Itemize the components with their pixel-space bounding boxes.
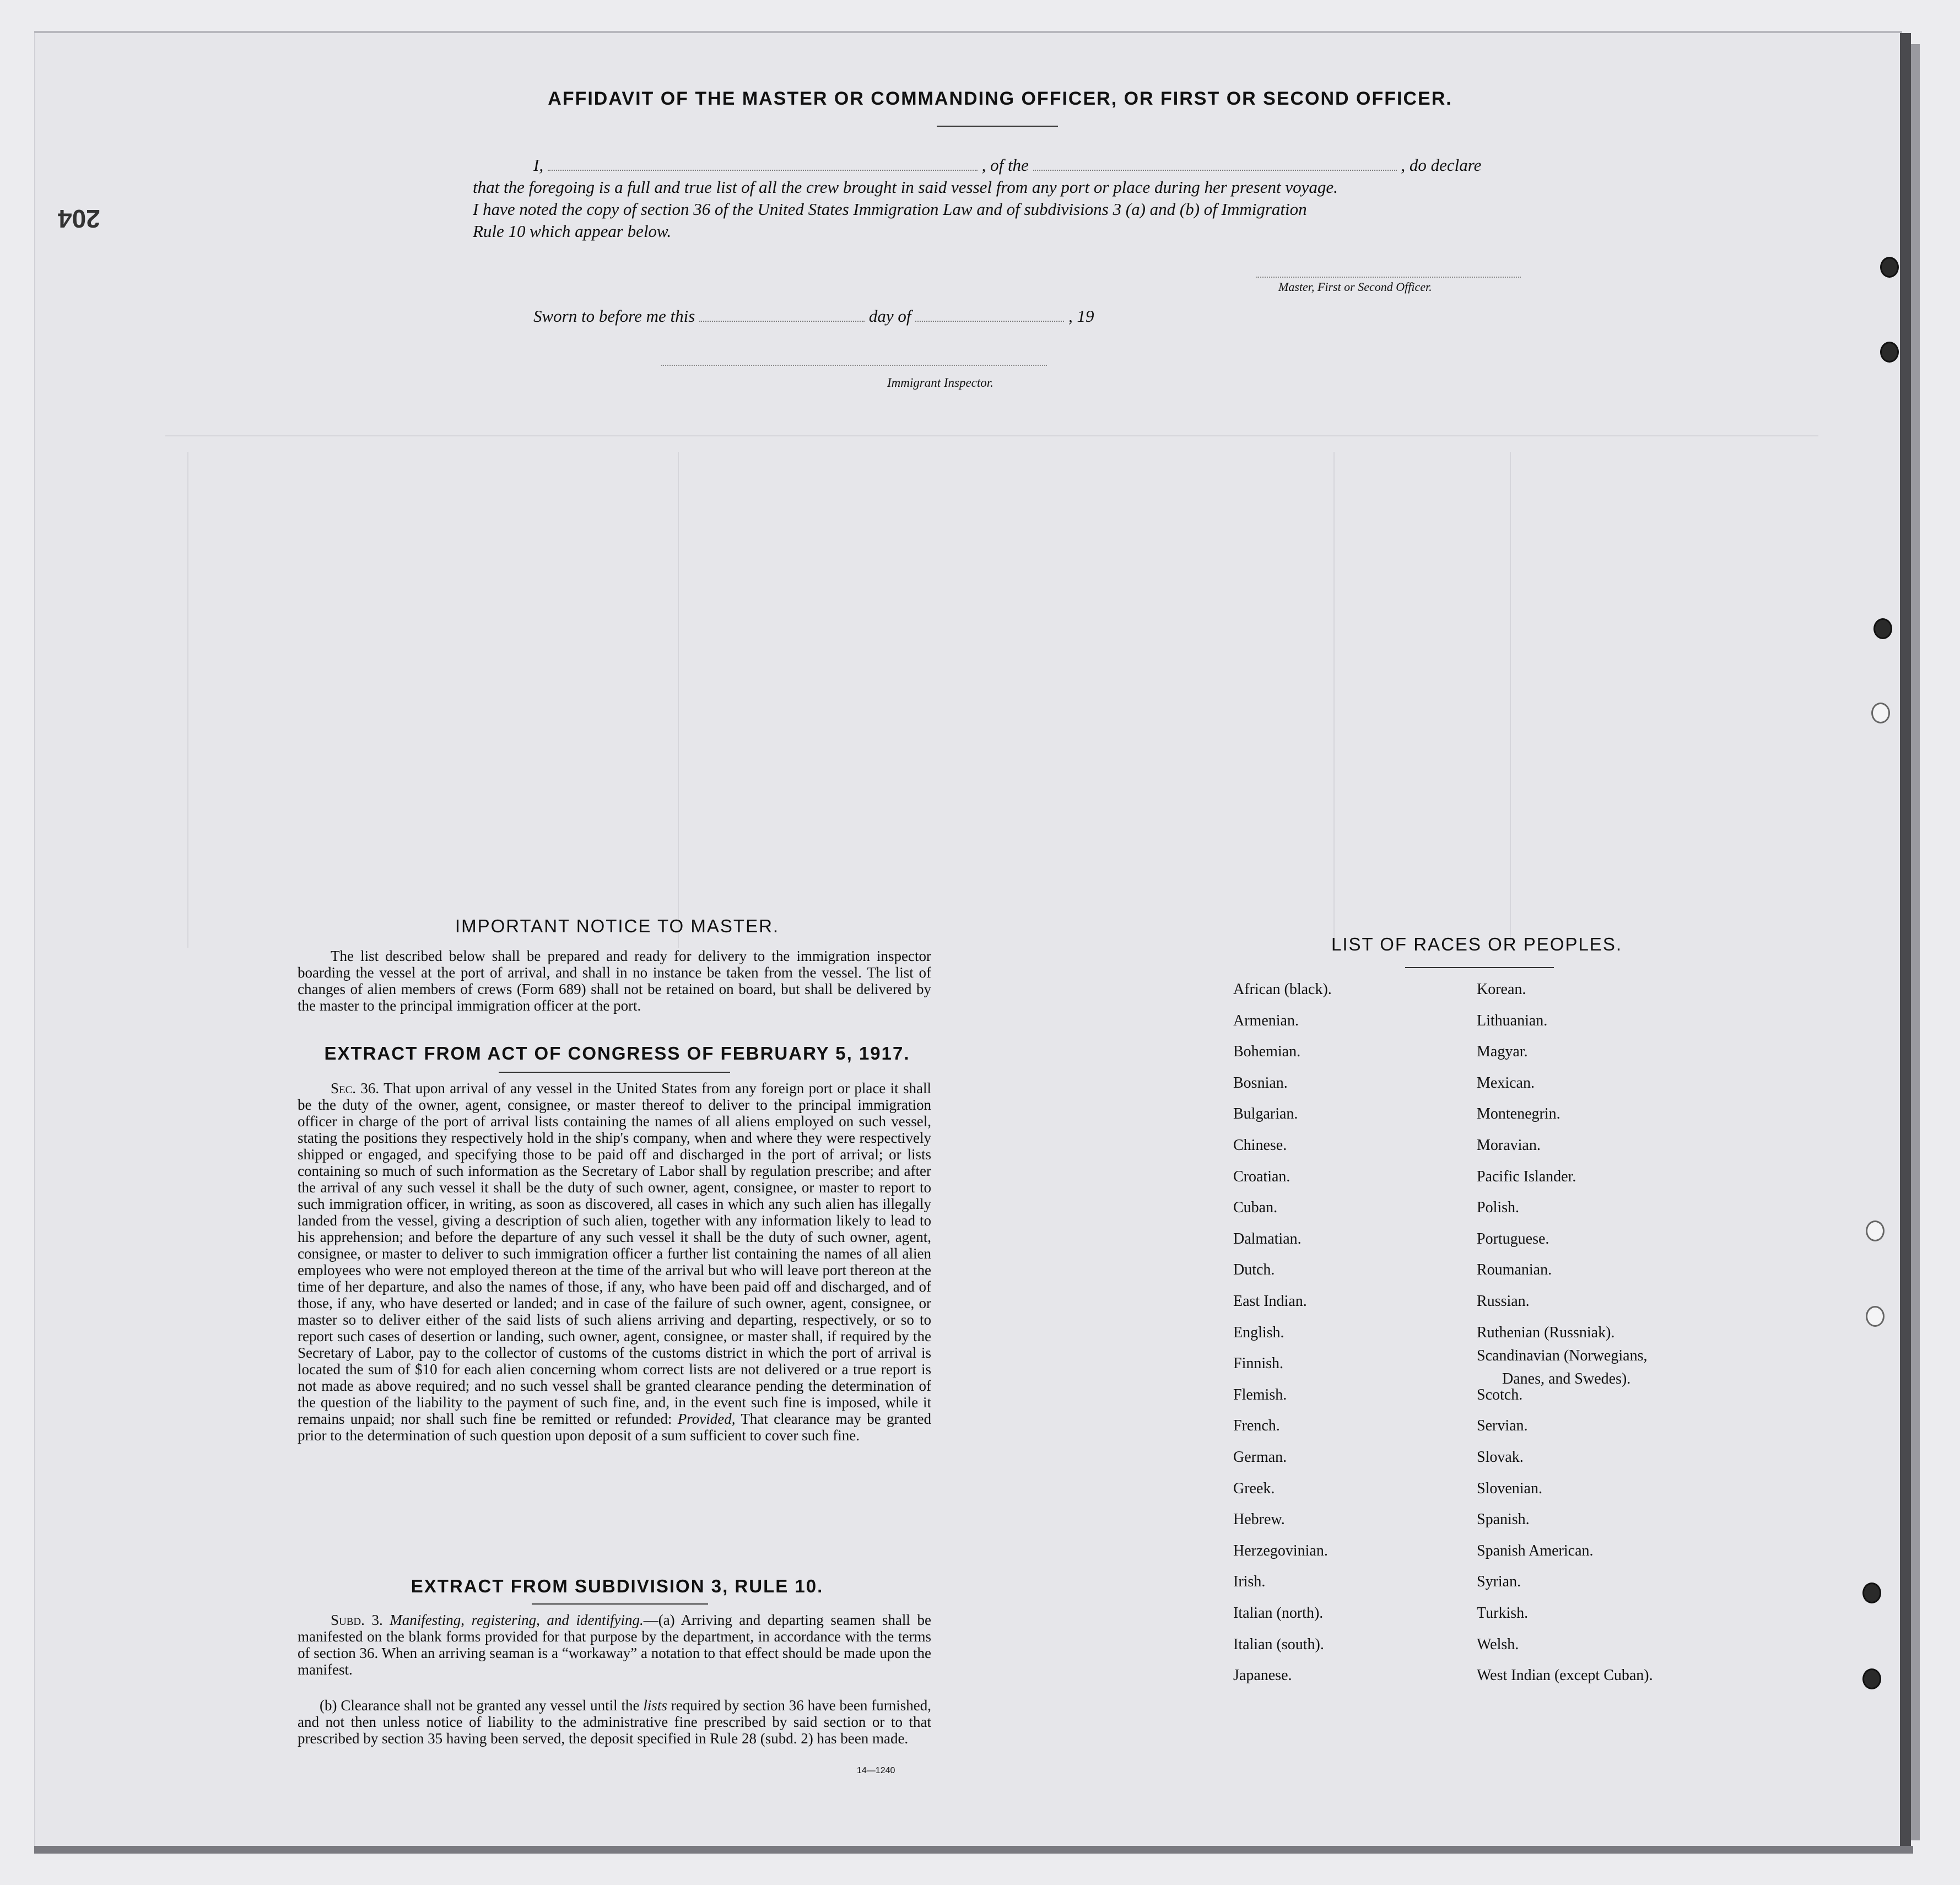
race-item: Greek. (1233, 1479, 1275, 1497)
race-item: Croatian. (1233, 1168, 1291, 1185)
vessel-field-line (1033, 155, 1397, 171)
subdivision-label: Subd. 3. (331, 1612, 383, 1628)
race-item: Italian (south). (1233, 1635, 1324, 1653)
form-number: 14—1240 (857, 1766, 895, 1775)
race-item: Mexican. (1477, 1074, 1535, 1092)
race-item: Cuban. (1233, 1199, 1278, 1217)
sworn-day: day of (868, 306, 911, 326)
affidavit-declare: , do declare (1401, 155, 1482, 175)
title-rule (937, 126, 1058, 127)
race-item: German. (1233, 1449, 1287, 1466)
sworn-date-line (699, 306, 865, 322)
race-item: Scotch. (1477, 1386, 1523, 1403)
page-bottom-edge (34, 1846, 1913, 1854)
races-right-column (1477, 981, 1818, 1697)
punch-hole (1866, 1220, 1885, 1241)
race-item: Flemish. (1233, 1386, 1287, 1403)
stamp-number: 204 (58, 204, 100, 233)
inspector-signature-line (661, 365, 1047, 366)
race-item-continuation: Danes, and Swedes). (1502, 1370, 1631, 1388)
race-item: Herzegovinian. (1233, 1542, 1328, 1559)
subdivision-title: Manifesting, registering, and identifying. (390, 1612, 644, 1628)
bleed-through-line (678, 452, 679, 948)
affidavit-of-the: , of the (981, 155, 1029, 175)
inspector-label: Immigrant Inspector. (887, 376, 994, 390)
subdivision-rule (532, 1603, 708, 1605)
section-label: Sec. 36. (331, 1080, 380, 1097)
race-item: Bosnian. (1233, 1074, 1288, 1092)
notice-heading: IMPORTANT NOTICE TO MASTER. (455, 916, 780, 936)
affidavit-line-1 (473, 154, 1525, 176)
race-item: Irish. (1233, 1573, 1266, 1591)
act-heading: EXTRACT FROM ACT OF CONGRESS OF FEBRUARY 5, 1917. (324, 1043, 910, 1063)
subdivision-body-b: required by section 36 have been furnished, and not then unless notice of liability to the administrative fine prescribed by said section or to that prescribed by section 35 having been served, the deposit specified in Rule 28 (subd. 2) has been made. (298, 1697, 931, 1747)
sworn-month-line (915, 306, 1064, 322)
affidavit-line-3: I have noted the copy of section 36 of the United States Immigration Law and of subdivisions 3 (a) and (b) of Immigration (473, 199, 1307, 219)
race-item: Italian (north). (1233, 1605, 1324, 1622)
lists-word: lists (643, 1697, 667, 1714)
signature-line (1256, 277, 1521, 279)
race-item: Armenian. (1233, 1012, 1299, 1029)
race-item: African (black). (1233, 981, 1332, 998)
name-field-line (548, 155, 978, 171)
race-item: Russian. (1477, 1293, 1530, 1310)
race-item: West Indian (except Cuban). (1477, 1667, 1653, 1684)
race-item: Bohemian. (1233, 1043, 1301, 1061)
race-item: Japanese. (1233, 1667, 1292, 1684)
punch-hole (1862, 1582, 1881, 1603)
race-item: Ruthenian (Russniak). (1477, 1324, 1615, 1341)
affidavit-title: AFFIDAVIT OF THE MASTER OR COMMANDING OFFICER, OR FIRST OR SECOND OFFICER. (548, 88, 1453, 109)
bleed-through-line (187, 452, 188, 948)
race-item: Turkish. (1477, 1605, 1529, 1622)
subdivision-text-a (298, 1612, 931, 1678)
sworn-prefix: Sworn to before me this (533, 306, 695, 326)
race-item: Lithuanian. (1477, 1012, 1548, 1029)
bleed-through-line (1510, 452, 1511, 948)
race-item: Montenegrin. (1477, 1105, 1561, 1123)
race-item: Slovak. (1477, 1449, 1524, 1466)
affidavit-line-2: that the foregoing is a full and true list of all the crew brought in said vessel from any port or place during her present voyage. (473, 177, 1338, 197)
race-item: Portuguese. (1477, 1230, 1549, 1247)
race-item: Dutch. (1233, 1261, 1275, 1279)
race-item: East Indian. (1233, 1293, 1307, 1310)
punch-hole (1871, 703, 1890, 723)
bleed-through-line (1333, 452, 1335, 948)
race-item: Scandinavian (Norwegians, (1477, 1347, 1648, 1365)
race-item: Pacific Islander. (1477, 1168, 1576, 1185)
race-item: Moravian. (1477, 1137, 1541, 1154)
page-right-shadow (1911, 44, 1920, 1840)
act-text (298, 1080, 931, 1444)
subdivision-body-a: —(a) Arriving and departing seamen shall be manifested on the blank forms provided for that purpose by the department, in accordance with the terms of section 36. When an arriving seaman is a “workaway” a notation to that effect should be made upon the manifest. (298, 1612, 931, 1678)
act-rule (499, 1072, 730, 1073)
race-item: Syrian. (1477, 1573, 1521, 1591)
affidavit-i: I, (533, 155, 544, 175)
notice-text: The list described below shall be prepared and ready for delivery to the immigration inspector boarding the vessel at the port of arrival, and shall in no instance be taken from the vessel. The list of changes of alien members of crews (Form 689) shall not be retained on board, but shall be delivered by the master to the principal immigration officer at the port. (298, 948, 931, 1014)
subdivision-text-b (298, 1697, 931, 1747)
punch-hole (1873, 618, 1892, 639)
affidavit-line-4: Rule 10 which appear below. (473, 222, 672, 241)
race-item: Magyar. (1477, 1043, 1528, 1061)
subdivision-heading: EXTRACT FROM SUBDIVISION 3, RULE 10. (411, 1576, 824, 1596)
page-top-edge (34, 31, 1902, 33)
sworn-year: , 19 (1068, 306, 1094, 326)
affidavit-paragraph (473, 154, 1525, 242)
race-item: Finnish. (1233, 1355, 1284, 1373)
punch-hole (1862, 1668, 1881, 1689)
race-item: Welsh. (1477, 1635, 1519, 1653)
punch-hole (1880, 342, 1899, 363)
sworn-line (533, 306, 1094, 326)
race-item: Spanish. (1477, 1511, 1530, 1528)
act-body-end: That clearance may be granted prior to the determination of such question upon deposit of a sum sufficient to cover such fine. (298, 1411, 931, 1444)
punch-hole (1866, 1306, 1885, 1327)
bleed-through-line (165, 435, 1818, 436)
race-item: Korean. (1477, 981, 1526, 998)
races-heading: LIST OF RACES OR PEOPLES. (1331, 934, 1623, 954)
act-body: That upon arrival of any vessel in the United States from any foreign port or place it shall be the duty of the owner, agent, consignee, or master thereof to deliver to the principal immigration officer in charge of the port of arrival lists containing the names of all aliens employed on such vessel, stating the positions they respectively hold in the ship's company, when and where they were respectively shipped or engaged, and specifying those to be paid off and discharged in the port of arrival; or lists containing so much of such information as the Secretary of Labor shall by regulation prescribe; and after the arrival of any such vessel it shall be the duty of such owner, agent, consignee, or master to report to such immigration officer, in writing, as soon as discovered, all cases in which any such alien has illegally landed from the vessel, giving a description of such alien, together with any information likely to lead to his apprehension; and before the departure of any such vessel it shall be the duty of such owner, agent, consignee, or master to deliver to such immigration officer a further list containing the names of all alien employees who were not employed thereon at the time of the arrival but who will leave port thereon at the time of her departure, and also the names of those, if any, who have been paid off and discharged, and of those, if any, who have deserted or landed; and in case of the failure of such owner, agent, consignee, or master so to deliver either of the said lists of such aliens arriving and departing, respectively, or so to report such cases of desertion or landing, such owner, agent, consignee, or master shall, if required by the Secretary of Labor, pay to the collector of customs of the customs district in which the port of arrival is located the sum of $10 for each alien concerning whom correct lists are not delivered or a true report is not made as above required; and no such vessel shall be granted clearance pending the determination of the question of the liability to the payment of such fine, and, in the event such fine is imposed, while it remains unpaid; nor shall such fine be remitted or refunded: (298, 1080, 932, 1427)
race-item: Roumanian. (1477, 1261, 1552, 1279)
race-item: English. (1233, 1324, 1284, 1341)
race-item: Slovenian. (1477, 1479, 1542, 1497)
race-item: Servian. (1477, 1417, 1528, 1435)
subdivision-body-b-prefix: (b) Clearance shall not be granted any vessel until the (320, 1697, 640, 1714)
race-item: Polish. (1477, 1199, 1520, 1217)
race-item: Spanish American. (1477, 1542, 1594, 1559)
race-item: French. (1233, 1417, 1280, 1435)
provided-word: Provided, (677, 1411, 736, 1427)
signature-label: Master, First or Second Officer. (1278, 280, 1432, 294)
punch-hole (1880, 257, 1899, 278)
page-right-edge (1900, 33, 1911, 1851)
race-item: Bulgarian. (1233, 1105, 1298, 1123)
races-rule (1405, 967, 1554, 968)
race-item: Chinese. (1233, 1137, 1287, 1154)
race-item: Hebrew. (1233, 1511, 1285, 1528)
race-item: Dalmatian. (1233, 1230, 1302, 1247)
races-left-column (1233, 981, 1465, 1697)
